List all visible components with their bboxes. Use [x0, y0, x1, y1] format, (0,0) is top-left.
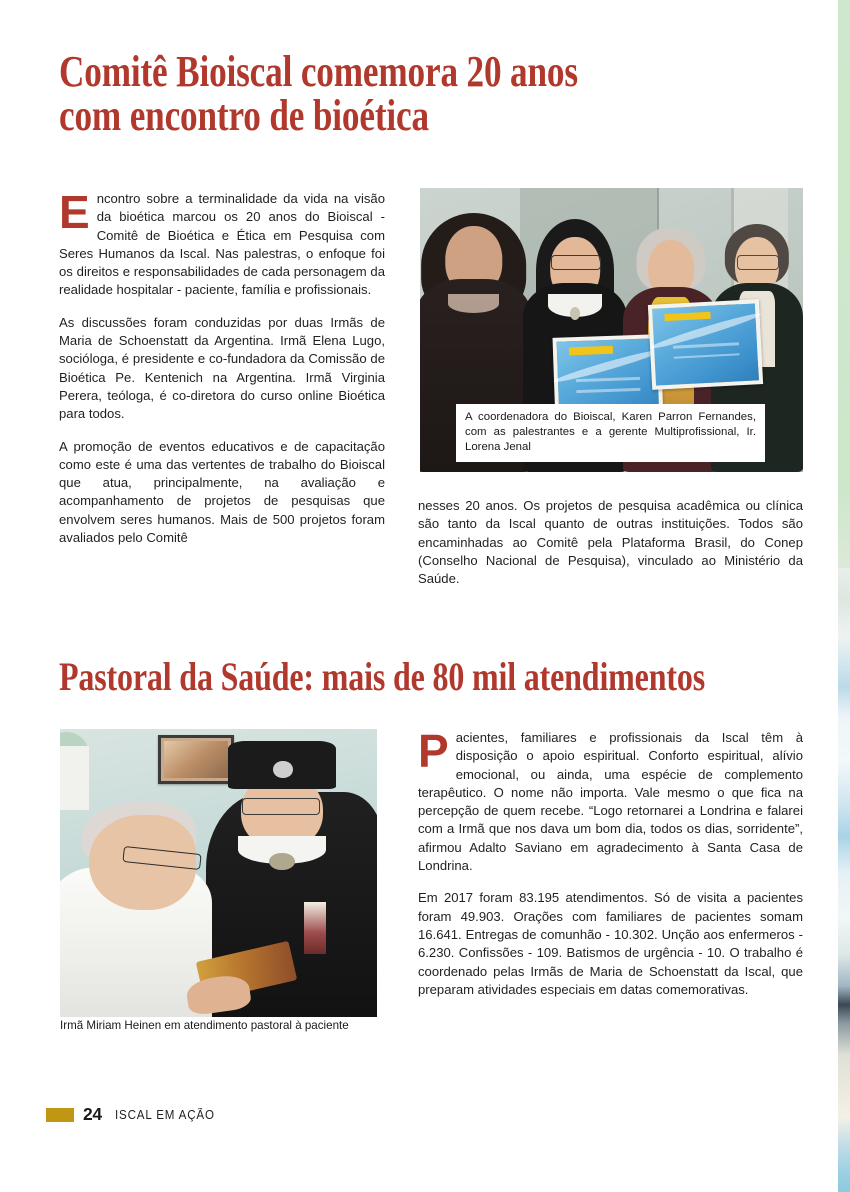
paragraph: A promoção de eventos educativos e de capacitação como este é uma das vertentes de trabalho do Bioiscal que atua, principalmente, na avaliação e acompanhamento de projetos de pesquisas que envolvem seres humanos. Mais de 500 projetos foram avaliados pelo Comitê [59, 438, 385, 546]
article-1-headline [59, 47, 827, 140]
paragraph-text: ncontro sobre a terminalidade da vida na visão da bioética marcou os 20 anos do Bioiscal - Comitê de Bioética e Ética em Pesquisa com Seres Humanos da Iscal. Nas palestras, o enfoque foi os direitos e responsabilidades de cada personagem da realidade hospitalar - paciente, família e profissionais. [59, 191, 385, 298]
certificate-title-band [665, 311, 711, 320]
article-2-text-column [418, 725, 803, 999]
page-footer [46, 1104, 223, 1125]
certificate-line [673, 353, 739, 359]
glasses [737, 255, 779, 270]
certificate [648, 299, 764, 389]
necklace [448, 294, 499, 312]
certificate-line [576, 377, 640, 382]
paragraph [418, 725, 803, 875]
candle [304, 902, 326, 954]
nun-glasses [242, 798, 320, 814]
headline-line-2: com encontro de bioética [59, 91, 429, 140]
framed-picture [158, 735, 234, 784]
article-2-photo-caption: Irmã Miriam Heinen em atendimento pastoral à paciente [60, 1019, 349, 1032]
headline-line-1: Comitê Bioiscal comemora 20 anos [59, 47, 578, 96]
facing-page-edge [838, 0, 850, 1192]
glasses [551, 255, 601, 270]
article-2-headline: Pastoral da Saúde: mais de 80 mil atendimentos [59, 654, 705, 699]
certificate-title-band [569, 346, 613, 355]
wall-paper [60, 746, 89, 809]
paragraph-text: acientes, familiares e profissionais da Iscal têm à disposição o apoio espiritual. Conforto espiritual, alívio emocional, ou ainda, uma espécie de complemento terapêutico. O nome não importa. Vale mesmo o que fica na percepção de quem recebe. “Logo retornarei a Londrina e falarei com a Irmã que nos dava um bom dia, todos os dias, sorridente”, afirmou Adalto Saviano em agradecimento à Santa Casa de Londrina. [418, 730, 803, 874]
nun-cap [228, 741, 336, 790]
paragraph [59, 186, 385, 300]
page-number: 24 [83, 1104, 102, 1124]
article-1-right-column [418, 497, 803, 588]
paragraph: Em 2017 foram 83.195 atendimentos. Só de visita a pacientes foram 49.903. Orações com familiares de pacientes somam 16.641. Entregas de comunhão - 10.302. Unção aos enfermeros - 6.230. Confissões - 109. Batismos de urgência - 10. O trabalho é coordenado pelas Irmãs de Maria de Schoenstatt da Iscal, que preparam atividades especiais em datas comemorativas. [418, 890, 803, 997]
facing-page-green-band [838, 0, 850, 568]
publication-name: ISCAL EM AÇÃO [114, 1107, 215, 1122]
nun-brooch [269, 853, 294, 870]
brooch [570, 307, 580, 320]
article-1-photo-caption: A coordenadora do Bioiscal, Karen Parron Fernandes, com as palestrantes e a gerente Multiprofissional, Ir. Lorena Jenal [456, 404, 765, 462]
paragraph: nesses 20 anos. Os projetos de pesquisa acadêmica ou clínica são tanto da Iscal quanto de outras instituições. Todos são encaminhadas ao Comitê pela Plataforma Brasil, do Conep (Conselho Nacional de Pesquisa), vinculado ao Ministério da Saúde. [418, 498, 803, 587]
certificate-line [576, 388, 640, 393]
certificate-line [672, 342, 738, 348]
footer-accent-bar [46, 1108, 74, 1122]
dropcap-letter: P [418, 725, 449, 777]
paragraph: As discussões foram conduzidas por duas Irmãs de Maria de Schoenstatt da Argentina. Irmã Elena Lugo, socióloga, é presidente e co-fundadora da Comissão de Bioética Pe. Kentenich na Argentina. Irmã Virginia Perera, teóloga, é co-diretora do curso online Bioética para todos. [59, 314, 385, 422]
article-1-photo [420, 188, 803, 472]
dropcap-letter: E [59, 186, 90, 238]
article-1-left-column [59, 186, 385, 547]
facing-page-photo-sliver [838, 568, 850, 1192]
article-2-photo [60, 729, 377, 1017]
